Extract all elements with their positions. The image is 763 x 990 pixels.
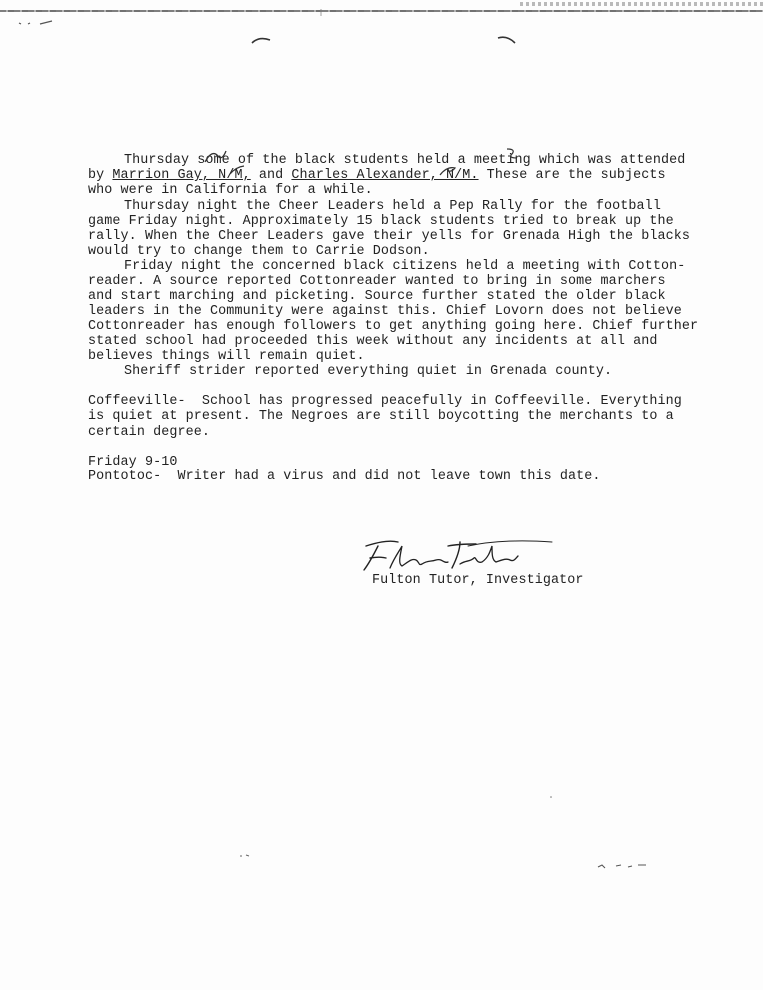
punch-mark-left [250,34,272,46]
paragraph-3-line-3: and start marching and picketing. Source further stated the older black [88,289,666,304]
paragraph-2-line-1: Thursday night the Cheer Leaders held a Pep Rally for the football [124,199,661,214]
handwritten-mark [228,164,248,176]
text-and: and [250,168,292,183]
top-scan-edge-faint [520,2,763,6]
paragraph-3-line-6: stated school had proceeded this week without any incidents at all and [88,334,658,349]
paragraph-6-line-2: Pontotoc- Writer had a virus and did not leave town this date. [88,469,601,484]
paragraph-5-line-2: is quiet at present. The Negroes are still boycotting the merchants to a [88,409,674,424]
paragraph-2-line-3: rally. When the Cheer Leaders gave their yells for Grenada High the blacks [88,229,691,244]
subject-name-2: Charles Alexander, N/M. [291,168,479,183]
paragraph-3-line-5: Cottonreader has enough followers to get anything going here. Chief further [88,319,699,334]
paragraph-6-line-1: Friday 9-10 [88,455,178,470]
scan-speck-mark [548,794,554,800]
paragraph-3-line-2: reader. A source reported Cottonreader wanted to bring in some marchers [88,274,666,289]
paragraph-1-line-3: who were in California for a while. [88,183,373,198]
paragraph-1-line-2 [88,168,666,183]
subject-name-1: Marrion Gay, N/M, [112,168,251,183]
paragraph-2-line-2: game Friday night. Approximately 15 black students tried to break up the [88,214,674,229]
paragraph-1-line-1: Thursday some of the black students held a meeting which was attended [124,153,686,168]
handwritten-caret-mark [202,146,228,166]
text-subjects: These are the subjects [478,168,666,183]
paragraph-2-line-4: would try to change them to Carrie Dodson. [88,244,430,259]
investigator-name: Fulton Tutor, Investigator [372,573,584,588]
paragraph-3-line-1: Friday night the concerned black citizens held a meeting with Cotton- [124,259,686,274]
scan-speck-mark [318,8,324,18]
paragraph-3-line-7: believes things will remain quiet. [88,349,365,364]
handwritten-mark [438,164,458,178]
handwritten-mark [504,146,520,160]
paragraph-4-line-1: Sheriff strider reported everything quiet in Grenada county. [124,364,613,379]
top-scan-edge [0,10,763,12]
paragraph-3-line-4: leaders in the Community were against this. Chief Lovorn does not believe [88,304,682,319]
scan-speck-mark [596,860,648,872]
paragraph-5-line-1: Coffeeville- School has progressed peacefully in Coffeeville. Everything [88,394,682,409]
paragraph-5-line-3: certain degree. [88,425,211,440]
text-by: by [88,168,113,183]
scan-speck-mark [18,18,54,28]
punch-mark-right [496,34,518,46]
scan-speck-mark [238,852,252,860]
handwritten-signature [356,532,556,578]
